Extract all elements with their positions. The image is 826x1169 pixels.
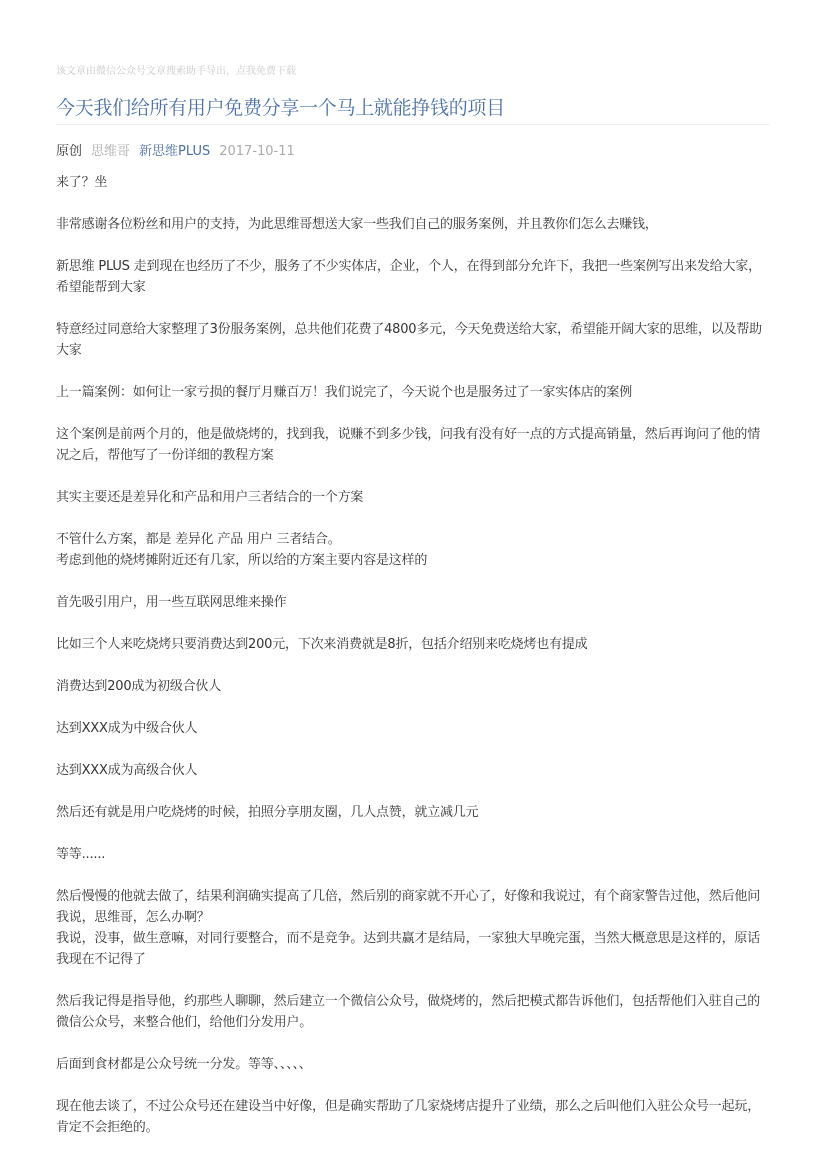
paragraph: 达到XXX成为中级合伙人 xyxy=(56,721,198,736)
paragraph: 非常感谢各位粉丝和用户的支持，为此思维哥想送大家一些我们自己的服务案例，并且教你们怎么去赚钱， xyxy=(56,217,658,232)
author-name: 思维哥 xyxy=(91,144,131,159)
paragraph: 达到XXX成为高级合伙人 xyxy=(56,763,198,778)
title-divider xyxy=(56,124,770,125)
paragraph: 然后还有就是用户吃烧烤的时候，拍照分享朋友圈，几人点赞，就立减几元 xyxy=(56,805,479,820)
paragraph: 等等...... xyxy=(56,847,106,862)
paragraph: 特意经过同意给大家整理了3份服务案例，总共他们花费了4800多元，今天免费送给大家，希望能开阔大家的思维，以及帮助大家 xyxy=(56,322,762,358)
paragraph: 比如三个人来吃烧烤只要消费达到200元，下次来消费就是8折，包括介绍别来吃烧烤也有提成 xyxy=(56,637,588,652)
article-content xyxy=(56,172,770,1159)
article-title: 今天我们给所有用户免费分享一个马上就能挣钱的项目 xyxy=(56,97,505,119)
paragraph: 首先吸引用户，用一些互联网思维来操作 xyxy=(56,595,287,610)
export-notice-link[interactable]: 该文章由微信公众号文章搜索助手导出，点我免费下载 xyxy=(56,66,296,77)
original-label: 原创 xyxy=(56,144,83,159)
paragraph: 后面到食材都是公众号统一分发。等等、、、、、 xyxy=(56,1057,312,1072)
paragraph: 来了？坐 xyxy=(56,175,108,190)
publish-date: 2017-10-11 xyxy=(219,144,295,159)
paragraph: 然后慢慢的他就去做了，结果利润确实提高了几倍，然后别的商家就不开心了，好像和我说过，有个商家警告过他，然后他问我说，思维哥，怎么办啊？ 我说，没事，做生意嘛，对同行要整合，而不是竞争。达到共赢才是结局，一家独大早晚完蛋，当然大概意思是这样的，原话我现在不记得了 xyxy=(56,889,761,967)
paragraph: 现在他去谈了，不过公众号还在建设当中好像，但是确实帮助了几家烧烤店提升了业绩，那么之后叫他们入驻公众号一起玩，肯定不会拒绝的。 xyxy=(56,1099,761,1135)
paragraph: 其实主要还是差异化和产品和用户三者结合的一个方案 xyxy=(56,490,364,505)
paragraph: 这个案例是前两个月的，他是做烧烤的，找到我，说赚不到多少钱，问我有没有好一点的方式提高销量，然后再询问了他的情况之后，帮他写了一份详细的教程方案 xyxy=(56,427,761,463)
paragraph: 不管什么方案，都是 差异化 产品 用户 三者结合。 考虑到他的烧烤摊附近还有几家，所以给的方案主要内容是这样的 xyxy=(56,532,428,568)
paragraph: 然后我记得是指导他，约那些人聊聊，然后建立一个微信公众号，做烧烤的，然后把模式都告诉他们，包括帮他们入驻自己的微信公众号，来整合他们，给他们分发用户。 xyxy=(56,994,761,1030)
article-meta xyxy=(56,140,304,159)
paragraph: 消费达到200成为初级合伙人 xyxy=(56,679,222,694)
paragraph: 上一篇案例：如何让一家亏损的餐厅月赚百万！我们说完了，今天说个也是服务过了一家实体店的案例 xyxy=(56,385,633,400)
account-link[interactable]: 新思维PLUS xyxy=(139,144,211,159)
paragraph: 新思维 PLUS 走到现在也经历了不少，服务了不少实体店，企业，个人，在得到部分允许下，我把一些案例写出来发给大家，希望能帮到大家 xyxy=(56,259,761,295)
